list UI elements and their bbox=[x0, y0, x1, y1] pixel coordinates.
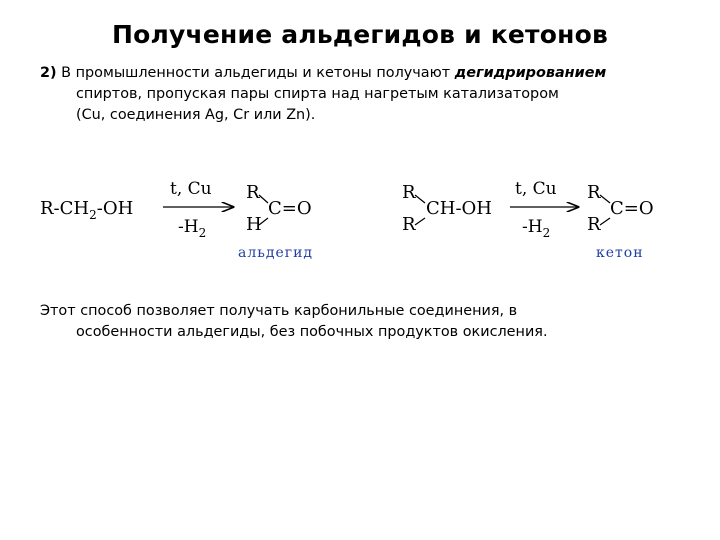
bond-line bbox=[259, 195, 268, 203]
bond-line bbox=[415, 195, 425, 203]
slide-title: Получение альдегидов и кетонов bbox=[112, 20, 608, 49]
carbonyl-group: C=O bbox=[610, 198, 654, 219]
bond-line bbox=[415, 218, 425, 225]
substituent-r: R bbox=[402, 214, 416, 235]
intro-line-2: спиртов, пропуская пары спирта над нагретым катализатором bbox=[76, 86, 559, 102]
product-caption: кетон bbox=[596, 245, 644, 261]
reactant-formula: CH-OH bbox=[426, 198, 493, 219]
intro-paragraph bbox=[40, 63, 690, 126]
reaction-scheme bbox=[0, 170, 720, 270]
substituent-r: R bbox=[587, 182, 601, 203]
condition-byproduct: $-H_2$ bbox=[178, 217, 207, 240]
emphasized-term: дегидрированием bbox=[454, 65, 607, 81]
condition-catalyst: t, Cu bbox=[170, 179, 212, 199]
intro-line-3: (Cu, соединения Ag, Cr или Zn). bbox=[76, 107, 316, 123]
carbonyl-group: C=O bbox=[268, 198, 312, 219]
reaction-ketone bbox=[402, 179, 654, 261]
bond-line bbox=[600, 218, 610, 225]
conclusion-line-2: особенности альдегиды, без побочных продуктов окисления. bbox=[76, 324, 548, 340]
conclusion-line-1: Этот способ позволяет получать карбонильные соединения, в bbox=[40, 303, 518, 319]
conclusion-paragraph bbox=[40, 301, 690, 343]
item-number: 2) bbox=[40, 65, 57, 81]
substituent-r: R bbox=[587, 214, 601, 235]
intro-text: В промышленности альдегиды и кетоны получают bbox=[56, 65, 455, 81]
condition-byproduct: $-H_2$ bbox=[522, 217, 551, 240]
reaction-aldehyde bbox=[40, 179, 313, 261]
substituent-r: R bbox=[402, 182, 416, 203]
bond-line bbox=[600, 195, 610, 203]
substituent-h: H bbox=[246, 214, 262, 235]
substituent-r: R bbox=[246, 182, 260, 203]
reactant-formula: $R-CH_2-OH$ bbox=[40, 198, 134, 222]
condition-catalyst: t, Cu bbox=[515, 179, 557, 199]
product-caption: альдегид bbox=[238, 245, 314, 261]
